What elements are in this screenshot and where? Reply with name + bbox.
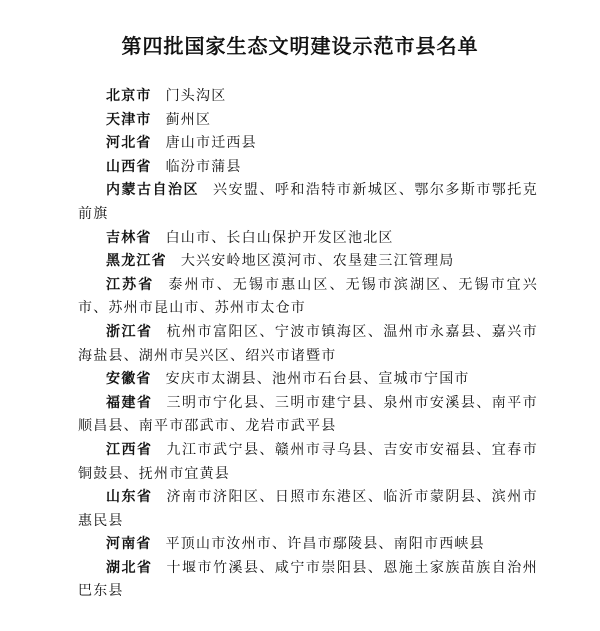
county-names: 杭州市富阳区、宁波市镇海区、温州市永嘉县、嘉兴市海盐县、湖州市吴兴区、绍兴市诸暨市 [78, 323, 538, 364]
list-item [78, 533, 538, 557]
province-name: 江西省 [106, 441, 153, 458]
page-title: 第四批国家生态文明建设示范市县名单 [121, 34, 479, 59]
county-names: 大兴安岭地区漠河市、农垦建三江管理局 [180, 253, 455, 270]
county-names: 门头沟区 [165, 88, 227, 104]
province-name: 吉林省 [106, 229, 152, 246]
province-name: 浙江省 [106, 323, 153, 340]
county-names: 九江市武宁县、赣州市寻乌县、吉安市安福县、宜春市铜鼓县、抚州市宜黄县 [78, 441, 538, 482]
list-item [78, 250, 538, 274]
list-item [78, 321, 538, 368]
county-names: 兴安盟、呼和浩特市新城区、鄂尔多斯市鄂托克前旗 [78, 182, 538, 222]
list-item [78, 557, 538, 604]
province-name: 安徽省 [106, 371, 152, 388]
province-name: 江苏省 [106, 276, 155, 293]
list-item [78, 439, 538, 486]
province-name: 内蒙古自治区 [106, 182, 199, 199]
county-names: 济南市济阳区、日照市东港区、临沂市蒙阴县、滨州市惠民县 [78, 489, 538, 529]
province-name: 福建省 [106, 394, 153, 411]
province-name: 河北省 [106, 135, 152, 152]
county-names: 安庆市太湖县、池州市石台县、宣城市宁国市 [165, 371, 470, 388]
county-names: 临汾市蒲县 [165, 158, 242, 175]
list-item [78, 227, 538, 251]
list-item [78, 156, 538, 180]
province-name: 山西省 [106, 158, 152, 175]
county-names: 白山市、长白山保护开发区池北区 [165, 229, 394, 246]
province-name: 河南省 [106, 536, 152, 553]
list-item [78, 109, 538, 133]
list-item [78, 368, 538, 392]
list-item [78, 274, 538, 321]
county-names: 唐山市迁西县 [165, 135, 257, 152]
county-names: 平顶山市汝州市、许昌市鄢陵县、南阳市西峡县 [165, 536, 485, 553]
county-names: 泰州市、无锡市惠山区、无锡市滨湖区、无锡市宜兴市、苏州市昆山市、苏州市太仓市 [78, 276, 538, 317]
county-names: 十堰市竹溪县、咸宁市崇阳县、恩施土家族苗族自治州巴东县 [78, 559, 538, 600]
county-names: 蓟州区 [165, 111, 212, 128]
list-item [78, 392, 538, 439]
county-list [78, 85, 538, 604]
province-name: 黑龙江省 [106, 253, 167, 270]
county-names: 三明市宁化县、三明市建宁县、泉州市安溪县、南平市顺昌县、南平市邵武市、龙岩市武平县 [78, 394, 538, 435]
list-item [78, 486, 538, 533]
list-item [78, 179, 538, 226]
province-name: 北京市 [106, 88, 152, 104]
province-name: 天津市 [106, 111, 152, 128]
province-name: 湖北省 [106, 559, 153, 576]
province-name: 山东省 [106, 489, 153, 506]
list-item [78, 132, 538, 156]
list-item [78, 85, 538, 109]
